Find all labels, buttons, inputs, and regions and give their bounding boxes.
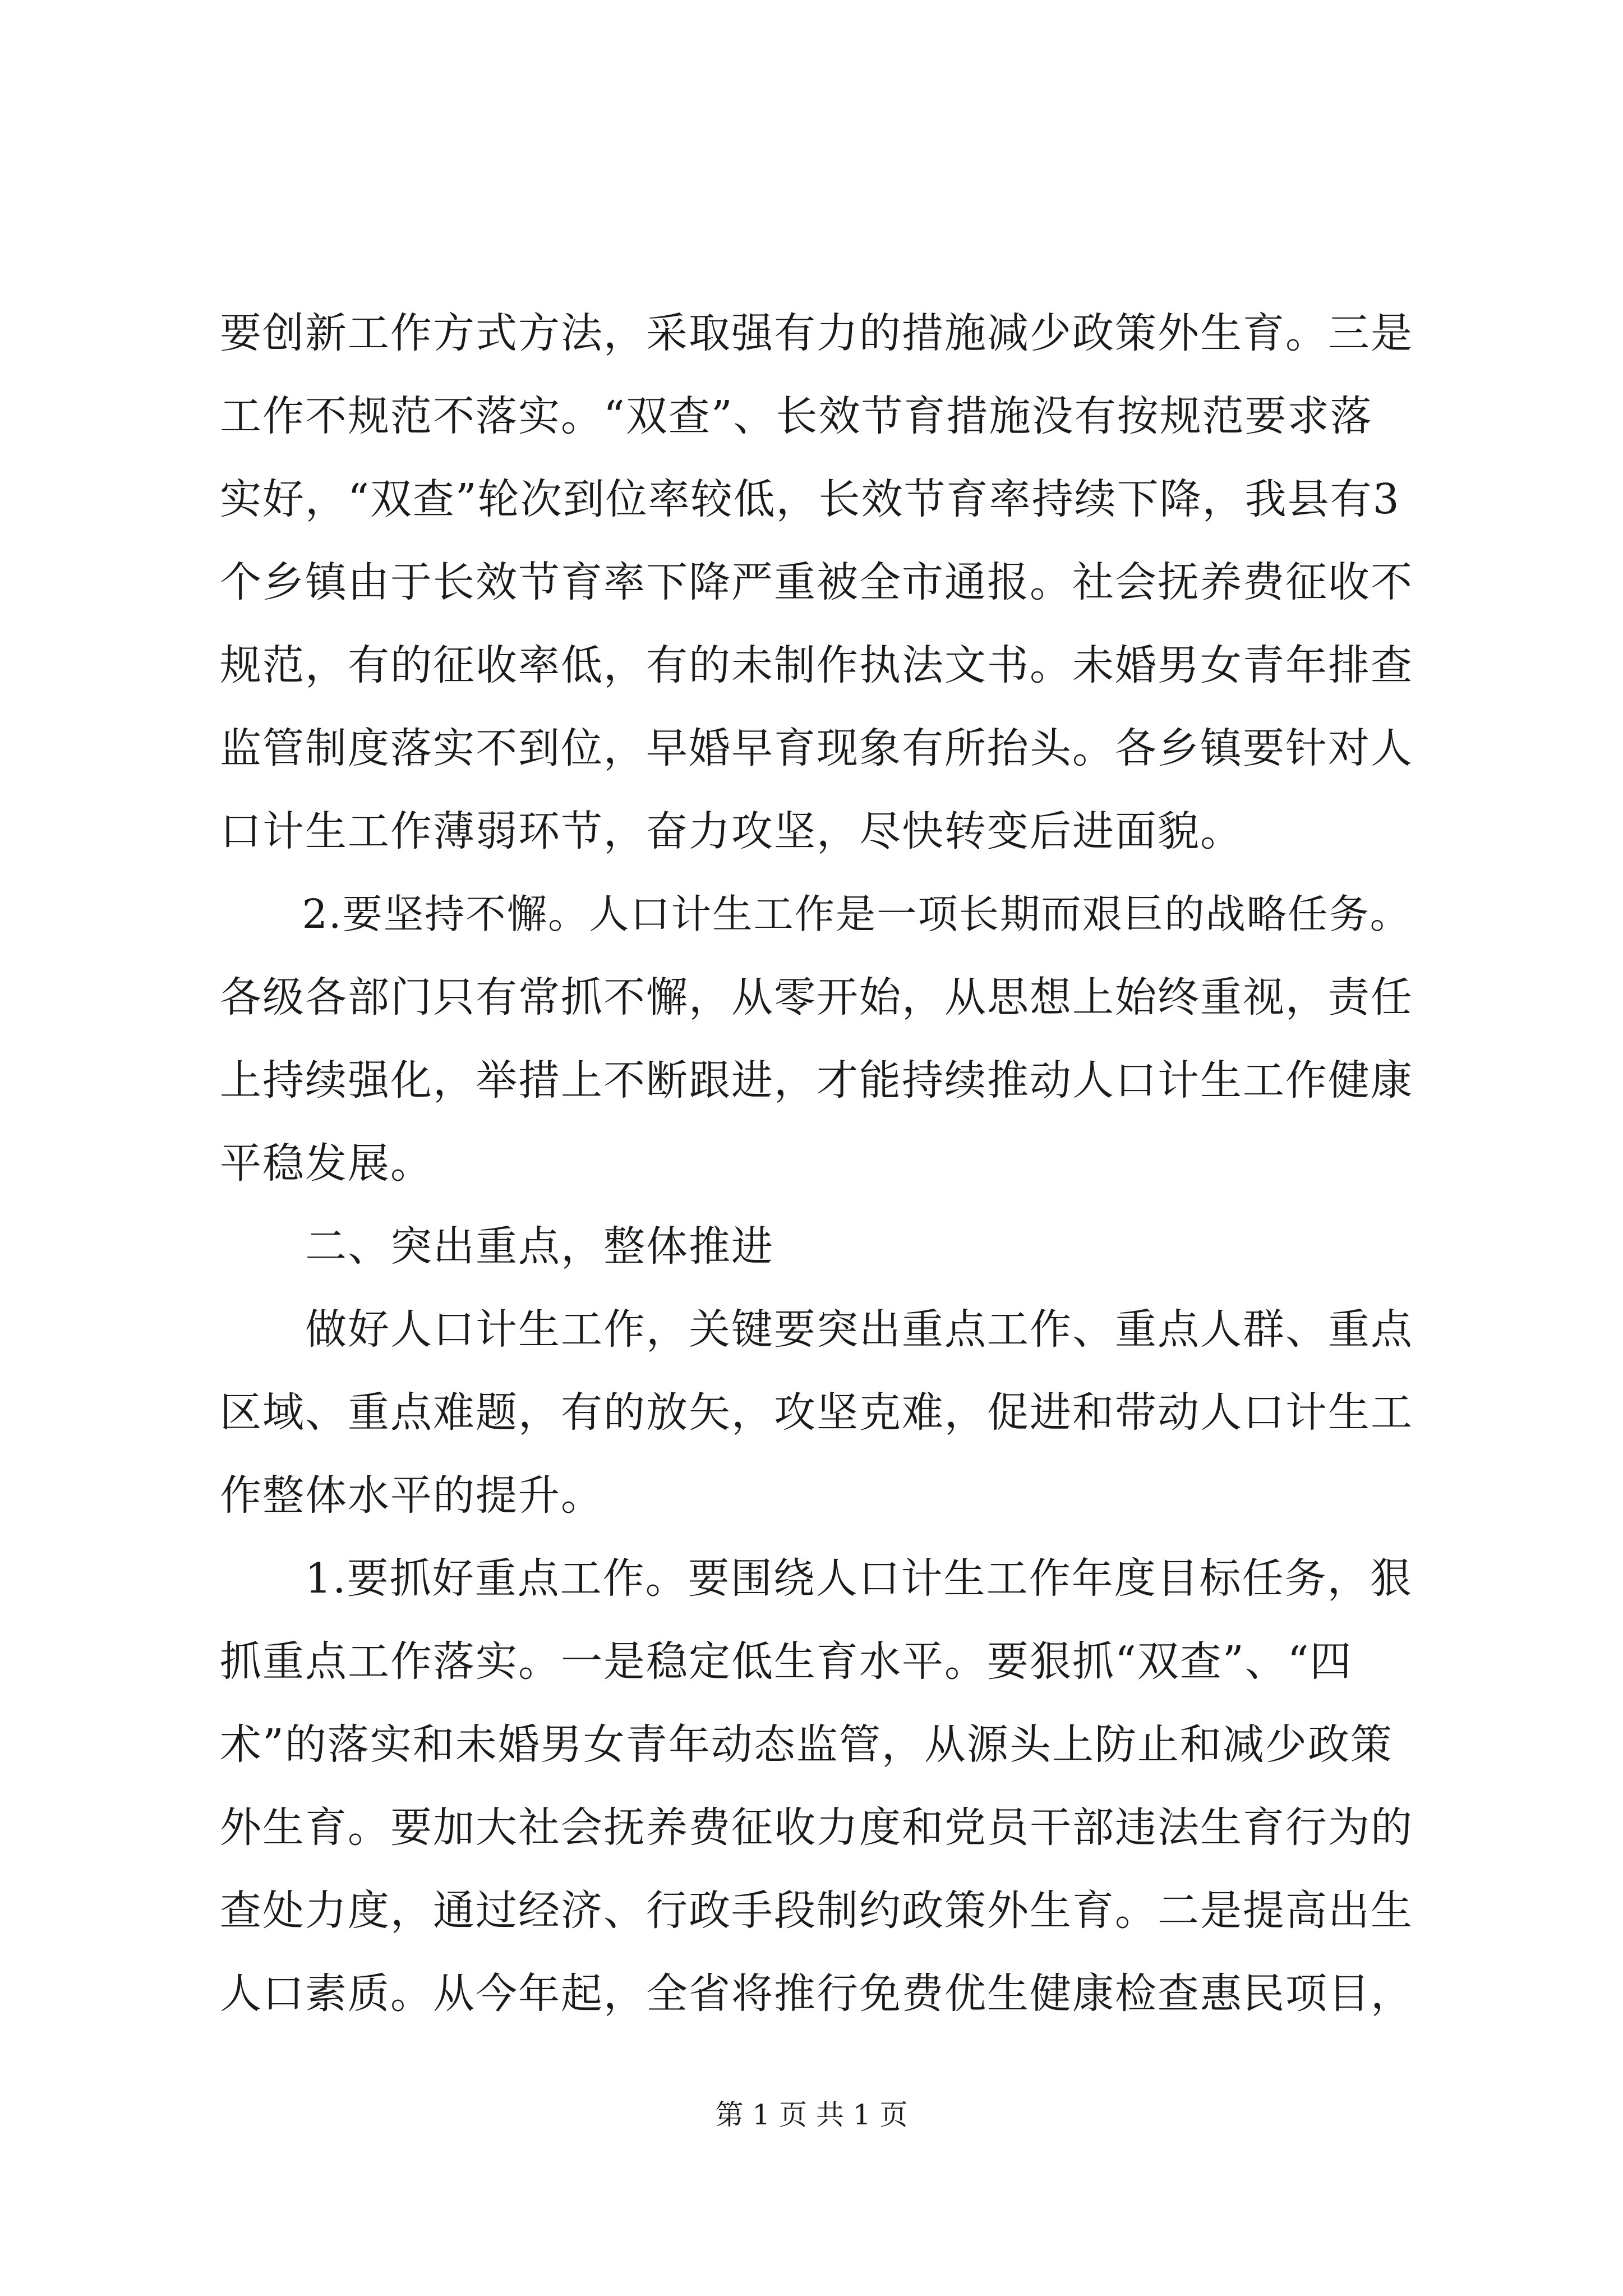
text-line: 工作不规范不落实。“双查”、长效节育措施没有按规范要求落 (220, 392, 1373, 440)
text-line: 查处力度，通过经济、行政手段制约政策外生育。二是提高出生 (220, 1887, 1413, 1935)
text-line: 作整体水平的提升。 (220, 1471, 603, 1520)
text-line: 监管制度落实不到位，早婚早育现象有所抬头。各乡镇要针对人 (220, 724, 1413, 772)
text-line: 平稳发展。 (220, 1139, 433, 1188)
section-heading: 二、突出重点，整体推进 (220, 1222, 774, 1271)
text-line: 术”的落实和未婚男女青年动态监管，从源头上防止和减少政策 (220, 1720, 1393, 1769)
document-body (220, 292, 1422, 2035)
text-line: 各级各部门只有常抓不懈，从零开始，从思想上始终重视，责任 (220, 973, 1413, 1022)
text-line: 做好人口计生工作，关键要突出重点工作、重点人群、重点 (220, 1305, 1413, 1354)
text-line: 上持续强化，举措上不断跟进，才能持续推动人口计生工作健康 (220, 1056, 1413, 1105)
text-line: 个乡镇由于长效节育率下降严重被全市通报。社会抚养费征收不 (220, 558, 1413, 606)
text-line: 规范，有的征收率低，有的未制作执法文书。未婚男女青年排查 (220, 641, 1413, 689)
page-number-label: 第 1 页 共 1 页 (715, 2099, 908, 2131)
text-line: 2.要坚持不懈。人口计生工作是一项长期而艰巨的战略任务。 (220, 891, 1411, 937)
text-line: 实好，“双查”轮次到位率较低，长效节育率持续下降，我县有3 (220, 475, 1400, 523)
text-line: 口计生工作薄弱环节，奋力攻坚，尽快转变后进面貌。 (220, 807, 1243, 855)
page-footer (0, 2092, 1623, 2137)
text-line: 要创新工作方式方法，采取强有力的措施减少政策外生育。三是 (220, 309, 1413, 357)
text-line: 人口素质。从今年起，全省将推行免费优生健康检查惠民项目， (220, 1970, 1413, 2018)
text-line: 抓重点工作落实。一是稳定低生育水平。要狠抓“双查”、“四 (220, 1637, 1353, 1686)
text-line: 外生育。要加大社会抚养费征收力度和党员干部违法生育行为的 (220, 1803, 1413, 1852)
text-line: 1.要抓好重点工作。要围绕人口计生工作年度目标任务，狠 (220, 1554, 1413, 1603)
text-line: 区域、重点难题，有的放矢，攻坚克难，促进和带动人口计生工 (220, 1388, 1413, 1437)
